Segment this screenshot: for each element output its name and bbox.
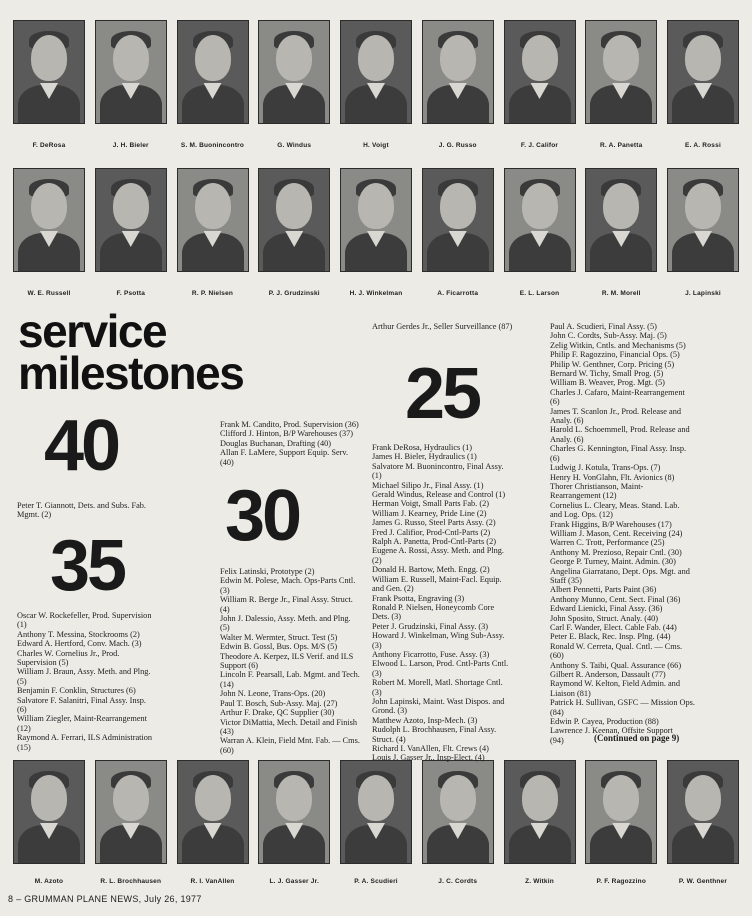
portrait-caption: P. J. Grudzinski xyxy=(268,290,320,297)
portrait-caption: R. L. Brochhausen xyxy=(100,878,162,885)
portrait-row3-7 xyxy=(584,760,658,885)
portrait-photo xyxy=(13,168,85,272)
portrait-caption: A. Ficarrotta xyxy=(437,290,479,297)
list-line: Lincoln F. Pearsall, Lab. Mgmt. and Tech. xyxy=(220,670,360,680)
list-line: (6) xyxy=(550,453,560,463)
list-line: Carl F. Wander, Elect. Cable Fab. (44) xyxy=(550,623,677,632)
list-line: Charles J. Cafaro, Maint-Rearrangement xyxy=(550,387,685,397)
list-line: Frank Psotta, Engraving (3) xyxy=(372,593,465,603)
list-line: William J. Kearney, Pride Line (2) xyxy=(372,508,487,518)
photo-row-middle xyxy=(12,168,740,297)
portrait-caption: P. W. Genthner xyxy=(678,878,728,885)
portrait-caption: J. H. Bieler xyxy=(112,142,149,149)
portrait-row2-4 xyxy=(339,168,413,297)
list-line: Liaison (81) xyxy=(550,688,591,698)
list-line: Edward Lienicki, Final Assy. (36) xyxy=(550,604,663,614)
portrait-photo xyxy=(95,760,167,864)
list-25 xyxy=(372,443,544,763)
list-line: Ralph A. Panetta, Prod-Cntl-Parts (2) xyxy=(372,537,496,547)
portrait-row1-7 xyxy=(584,20,658,149)
list-line: Arthur Gerdes Jr., Seller Surveillance (87) xyxy=(372,322,513,331)
portrait-row2-0 xyxy=(12,168,86,297)
list-line: Anthony S. Taibi, Qual. Assurance (66) xyxy=(550,660,682,670)
list-line: Ronald P. Nielsen, Honeycomb Core xyxy=(372,602,495,612)
list-line: Frank M. Candito, Prod. Supervision (36) xyxy=(220,420,359,429)
list-line: Edward A. Hertford, Conv. Mach. (3) xyxy=(17,639,142,649)
list-line: (60) xyxy=(220,745,234,755)
list-line: Peter E. Black, Rec. Insp. Plng. (44) xyxy=(550,632,671,642)
list-line: James G. Russo, Steel Parts Assy. (2) xyxy=(372,518,496,528)
portrait-photo xyxy=(340,168,412,272)
list-line: William J. Braun, Assy. Meth. and Plng. xyxy=(17,667,151,677)
list-line: Peter T. Giannott, Dets. and Subs. Fab. xyxy=(17,501,146,510)
portrait-row3-5 xyxy=(421,760,495,885)
portrait-row3-4 xyxy=(339,760,413,885)
list-line: John Lapinski, Maint. Wast Dispos. and xyxy=(372,696,505,706)
portrait-row2-1 xyxy=(94,168,168,297)
list-line: James H. Bieler, Hydraulics (1) xyxy=(372,452,477,462)
portrait-photo xyxy=(258,760,330,864)
list-line: (3) xyxy=(372,668,382,678)
portrait-row2-2 xyxy=(176,168,250,297)
list-line: Henry H. VonGlahn, Flt. Avionics (8) xyxy=(550,472,675,482)
list-line: Salvatore F. Salanitri, Final Assy. Insp. xyxy=(17,695,147,705)
portrait-row2-6 xyxy=(503,168,577,297)
list-line: John C. Cordts, Sub-Assy. Maj. (5) xyxy=(550,331,667,341)
list-line: Cornelius L. Cleary, Meas. Stand. Lab. xyxy=(550,500,680,510)
portrait-photo xyxy=(422,168,494,272)
list-line: Elwood L. Larson, Prod. Cntl-Parts Cntl. xyxy=(372,659,509,669)
list-line: William R. Berge Jr., Final Assy. Struct. xyxy=(220,595,353,605)
list-line: and Log. Ops. (12) xyxy=(550,510,613,520)
portrait-photo xyxy=(258,20,330,124)
list-line: Albert Pennetti, Parts Paint (36) xyxy=(550,585,657,595)
list-line: and Gen. (2) xyxy=(372,584,414,594)
portrait-caption: G. Windus xyxy=(277,142,312,149)
portrait-caption: S. M. Buonincontro xyxy=(180,142,245,149)
continued-note: (Continued on page 9) xyxy=(594,733,680,743)
portrait-row3-1 xyxy=(94,760,168,885)
portrait-photo xyxy=(504,20,576,124)
years-40-heading: 40 xyxy=(44,406,119,486)
list-line: Frank DeRosa, Hydraulics (1) xyxy=(372,443,473,452)
list-line: Felix Latinski, Prototype (2) xyxy=(220,567,315,576)
list-25-top xyxy=(372,322,544,331)
list-line: Eugene A. Rossi, Assy. Meth. and Plng. xyxy=(372,546,504,556)
portrait-photo xyxy=(95,168,167,272)
photo-row-bottom xyxy=(12,760,740,885)
portrait-row1-8 xyxy=(666,20,740,149)
list-line: Analy. (6) xyxy=(550,434,584,444)
list-line: James T. Scanlon Jr., Prod. Release and xyxy=(550,406,682,416)
list-line: Donald H. Bartow, Meth. Engg. (2) xyxy=(372,565,490,575)
list-line: John Sposito, Struct. Analy. (40) xyxy=(550,613,659,623)
list-line: Rudolph L. Brochhausen, Final Assy. xyxy=(372,725,497,735)
list-line: Matthew Azoto, Insp-Mech. (3) xyxy=(372,715,478,725)
list-line: (84) xyxy=(550,707,564,717)
list-line: Herman Voigt, Small Parts Fab. (2) xyxy=(372,499,489,509)
list-line: Dets. (3) xyxy=(372,612,402,622)
portrait-row2-3 xyxy=(257,168,331,297)
title-line-2: milestones xyxy=(18,347,244,399)
portrait-row3-0 xyxy=(12,760,86,885)
list-line: Allan F. LaMere, Support Equip. Serv. xyxy=(220,448,349,458)
list-line: William Ziegler, Maint-Rearrangement xyxy=(17,714,147,724)
list-line: Charles G. Kennington, Final Assy. Insp. xyxy=(550,444,687,454)
portrait-photo xyxy=(340,760,412,864)
list-line: Theodore A. Kerpez, ILS Verif. and ILS xyxy=(220,651,354,661)
portrait-row2-7 xyxy=(584,168,658,297)
list-line: (14) xyxy=(220,679,234,689)
portrait-row1-4 xyxy=(339,20,413,149)
list-line: Benjamin F. Conklin, Structures (6) xyxy=(17,686,136,696)
list-line: Struct. (4) xyxy=(372,734,406,744)
list-right-column xyxy=(550,322,730,745)
page-title xyxy=(18,305,244,399)
portrait-photo xyxy=(340,20,412,124)
list-line: Thorer Christianson, Maint- xyxy=(550,481,644,491)
list-40 xyxy=(17,501,197,520)
portrait-photo xyxy=(177,168,249,272)
list-line: (5) xyxy=(220,623,230,633)
years-30-heading: 30 xyxy=(225,476,300,556)
list-line: Warren C. Trott, Performance (25) xyxy=(550,538,665,548)
list-line: Paul T. Bosch, Sub-Assy. Maj. (27) xyxy=(220,698,338,708)
portrait-caption: M. Azoto xyxy=(34,878,64,885)
list-line: (15) xyxy=(17,742,31,752)
list-line: Raymond W. Kelton, Field Admin. and xyxy=(550,679,680,689)
portrait-row1-5 xyxy=(421,20,495,149)
list-line: Frank Higgins, B/P Warehouses (17) xyxy=(550,519,672,529)
portrait-photo xyxy=(667,168,739,272)
portrait-caption: Z. Witkin xyxy=(525,878,554,885)
portrait-photo xyxy=(667,20,739,124)
portrait-photo xyxy=(422,20,494,124)
list-line: Oscar W. Rockefeller, Prod. Supervision xyxy=(17,611,152,620)
list-line: Grond. (3) xyxy=(372,706,408,716)
list-line: Edwin P. Cayea, Production (88) xyxy=(550,717,659,727)
list-line: (5) xyxy=(17,676,27,686)
list-line: (1) xyxy=(372,471,382,481)
portrait-caption: W. E. Russell xyxy=(27,290,71,297)
page-footer: 8 – GRUMMAN PLANE NEWS, July 26, 1977 xyxy=(8,894,202,904)
list-line: Mgmt. (2) xyxy=(17,510,52,520)
portrait-caption: J. G. Russo xyxy=(438,142,477,149)
portrait-photo xyxy=(667,760,739,864)
portrait-row3-2 xyxy=(176,760,250,885)
list-line: (94) xyxy=(550,735,564,745)
list-line: Anthony Munno, Cent. Sect. Final (36) xyxy=(550,594,681,604)
list-line: (3) xyxy=(372,687,382,697)
portrait-caption: F. DeRosa xyxy=(32,142,66,149)
portrait-caption: R. I. VanAllen xyxy=(190,878,235,885)
portrait-row1-1 xyxy=(94,20,168,149)
portrait-photo xyxy=(95,20,167,124)
portrait-photo xyxy=(13,760,85,864)
list-line: Staff (35) xyxy=(550,575,582,585)
list-line: Victor DiMattia, Mech. Detail and Finish xyxy=(220,717,358,727)
portrait-caption: E. L. Larson xyxy=(519,290,560,297)
list-line: Howard J. Winkelman, Wing Sub-Assy. xyxy=(372,631,505,641)
portrait-caption: F. Psotta xyxy=(116,290,146,297)
list-line: William B. Weaver, Prog. Mgt. (5) xyxy=(550,378,665,388)
list-line: George P. Turney, Maint. Admin. (30) xyxy=(550,557,676,567)
list-line: Raymond A. Ferrari, ILS Administration xyxy=(17,733,153,743)
portrait-caption: H. J. Winkelman xyxy=(349,290,403,297)
portrait-photo xyxy=(585,168,657,272)
list-line: William E. Russell, Maint-Facl. Equip. xyxy=(372,574,502,584)
photo-row-top xyxy=(12,20,740,149)
portrait-caption: J. C. Cordts xyxy=(438,878,478,885)
portrait-caption: R. A. Panetta xyxy=(600,142,643,149)
portrait-row1-0 xyxy=(12,20,86,149)
title-line-1: service xyxy=(18,305,167,357)
list-line: Charles W. Cornelius Jr., Prod. xyxy=(17,648,120,658)
portrait-caption: H. Voigt xyxy=(363,142,389,149)
portrait-caption: L. J. Gasser Jr. xyxy=(269,878,319,885)
list-line: (6) xyxy=(17,705,27,715)
list-line: (3) xyxy=(220,585,230,595)
list-line: Fred J. Califior, Prod-Cntl-Parts (2) xyxy=(372,527,491,537)
list-line: William J. Mason, Cent. Receiving (24) xyxy=(550,528,683,538)
portrait-photo xyxy=(585,20,657,124)
list-line: Walter M. Wermter, Struct. Test (5) xyxy=(220,632,338,642)
list-line: (12) xyxy=(17,723,31,733)
list-line: John J. Dalessio, Assy. Meth. and Plng. xyxy=(220,614,351,624)
list-line: Philip W. Genthner, Corp. Pricing (5) xyxy=(550,359,675,369)
list-line: Anthony T. Messina, Stockrooms (2) xyxy=(17,629,140,639)
list-line: Peter J. Grudzinski, Final Assy. (3) xyxy=(372,621,489,631)
portrait-row3-6 xyxy=(503,760,577,885)
portrait-photo xyxy=(422,760,494,864)
list-line: Rearrangement (12) xyxy=(550,491,617,501)
list-line: (40) xyxy=(220,457,234,467)
portrait-photo xyxy=(504,168,576,272)
list-line: Warran A. Klein, Field Mnt. Fab. — Cms. xyxy=(220,736,360,746)
portrait-row3-8 xyxy=(666,760,740,885)
list-line: Support (6) xyxy=(220,661,259,671)
list-line: Bernard W. Tichy, Small Prog. (5) xyxy=(550,369,664,379)
list-line: Analy. (6) xyxy=(550,416,584,426)
list-line: (43) xyxy=(220,726,234,736)
list-line: Douglas Buchanan, Drafting (40) xyxy=(220,438,332,448)
portrait-caption: P. F. Ragozzino xyxy=(596,878,646,885)
list-line: Salvatore M. Buonincontro, Final Assy. xyxy=(372,461,504,471)
list-line: Harold L. Schoemmell, Prod. Release and xyxy=(550,425,690,435)
portrait-row3-3 xyxy=(257,760,331,885)
portrait-caption: E. A. Rossi xyxy=(685,142,721,149)
list-line: Edwin M. Polese, Mach. Ops-Parts Cntl. xyxy=(220,576,356,586)
list-line: John N. Leone, Trans-Ops. (20) xyxy=(220,689,326,699)
list-line: Anthony M. Prezioso, Repair Cntl. (30) xyxy=(550,547,682,557)
list-line: (3) xyxy=(372,640,382,650)
list-line: Ludwig J. Kotula, Trans-Ops. (7) xyxy=(550,463,661,473)
portrait-caption: P. A. Scudieri xyxy=(354,878,398,885)
list-line: Edwin B. Gossl, Bus. Ops. M/S (5) xyxy=(220,642,338,652)
portrait-row1-2 xyxy=(176,20,250,149)
list-line: Philip F. Ragozzino, Financial Ops. (5) xyxy=(550,350,680,360)
portrait-photo xyxy=(177,760,249,864)
list-line: Robert M. Morell, Matl. Shortage Cntl. xyxy=(372,678,503,688)
list-line: Michael Silipo Jr., Final Assy. (1) xyxy=(372,480,484,490)
portrait-row1-3 xyxy=(257,20,331,149)
portrait-photo xyxy=(504,760,576,864)
list-line: Patrick H. Sullivan, GSFC — Mission Ops. xyxy=(550,698,695,708)
portrait-photo xyxy=(585,760,657,864)
years-35-heading: 35 xyxy=(50,526,125,606)
list-line: (6) xyxy=(550,397,560,407)
portrait-row1-6 xyxy=(503,20,577,149)
list-line: (4) xyxy=(220,604,230,614)
list-line: Gilbert R. Anderson, Dassault (77) xyxy=(550,670,666,680)
list-line: (2) xyxy=(372,555,382,565)
portrait-caption: F. J. Califor xyxy=(520,142,559,149)
list-35 xyxy=(17,611,197,752)
list-line: Ronald W. Cerreta, Qual. Cntl. — Cms. xyxy=(550,641,683,651)
portrait-caption: R. P. Nielsen xyxy=(191,290,234,297)
portrait-row2-8 xyxy=(666,168,740,297)
years-25-heading: 25 xyxy=(405,354,480,434)
list-line: Paul A. Scudieri, Final Assy. (5) xyxy=(550,322,657,331)
list-line: Zelig Witkin, Cntls. and Mechanisms (5) xyxy=(550,340,686,350)
list-line: (1) xyxy=(17,620,27,630)
portrait-photo xyxy=(177,20,249,124)
list-line: (60) xyxy=(550,651,564,661)
list-line: Supervision (5) xyxy=(17,658,69,668)
list-line: Lawrence J. Keenan, Offsite Support xyxy=(550,726,673,736)
list-line: Angelina Giarratano, Dept. Ops. Mgt. and xyxy=(550,566,690,576)
list-line: Gerald Windus, Release and Control (1) xyxy=(372,490,506,500)
list-line: Clifford J. Hinton, B/P Warehouses (37) xyxy=(220,429,354,439)
list-line: Richard I. VanAllen, Flt. Crews (4) xyxy=(372,744,489,753)
list-line: Arthur F. Drake, QC Supplier (30) xyxy=(220,708,335,718)
portrait-caption: J. Lapinski xyxy=(685,290,721,297)
portrait-row2-5 xyxy=(421,168,495,297)
list-line: Anthony Ficarrotto, Fuse. Assy. (3) xyxy=(372,649,490,659)
portrait-caption: R. M. Morell xyxy=(601,290,641,297)
list-line: Louis J. Gasser Jr., Insp-Elect. (4) xyxy=(372,753,485,763)
portrait-photo xyxy=(258,168,330,272)
portrait-photo xyxy=(13,20,85,124)
